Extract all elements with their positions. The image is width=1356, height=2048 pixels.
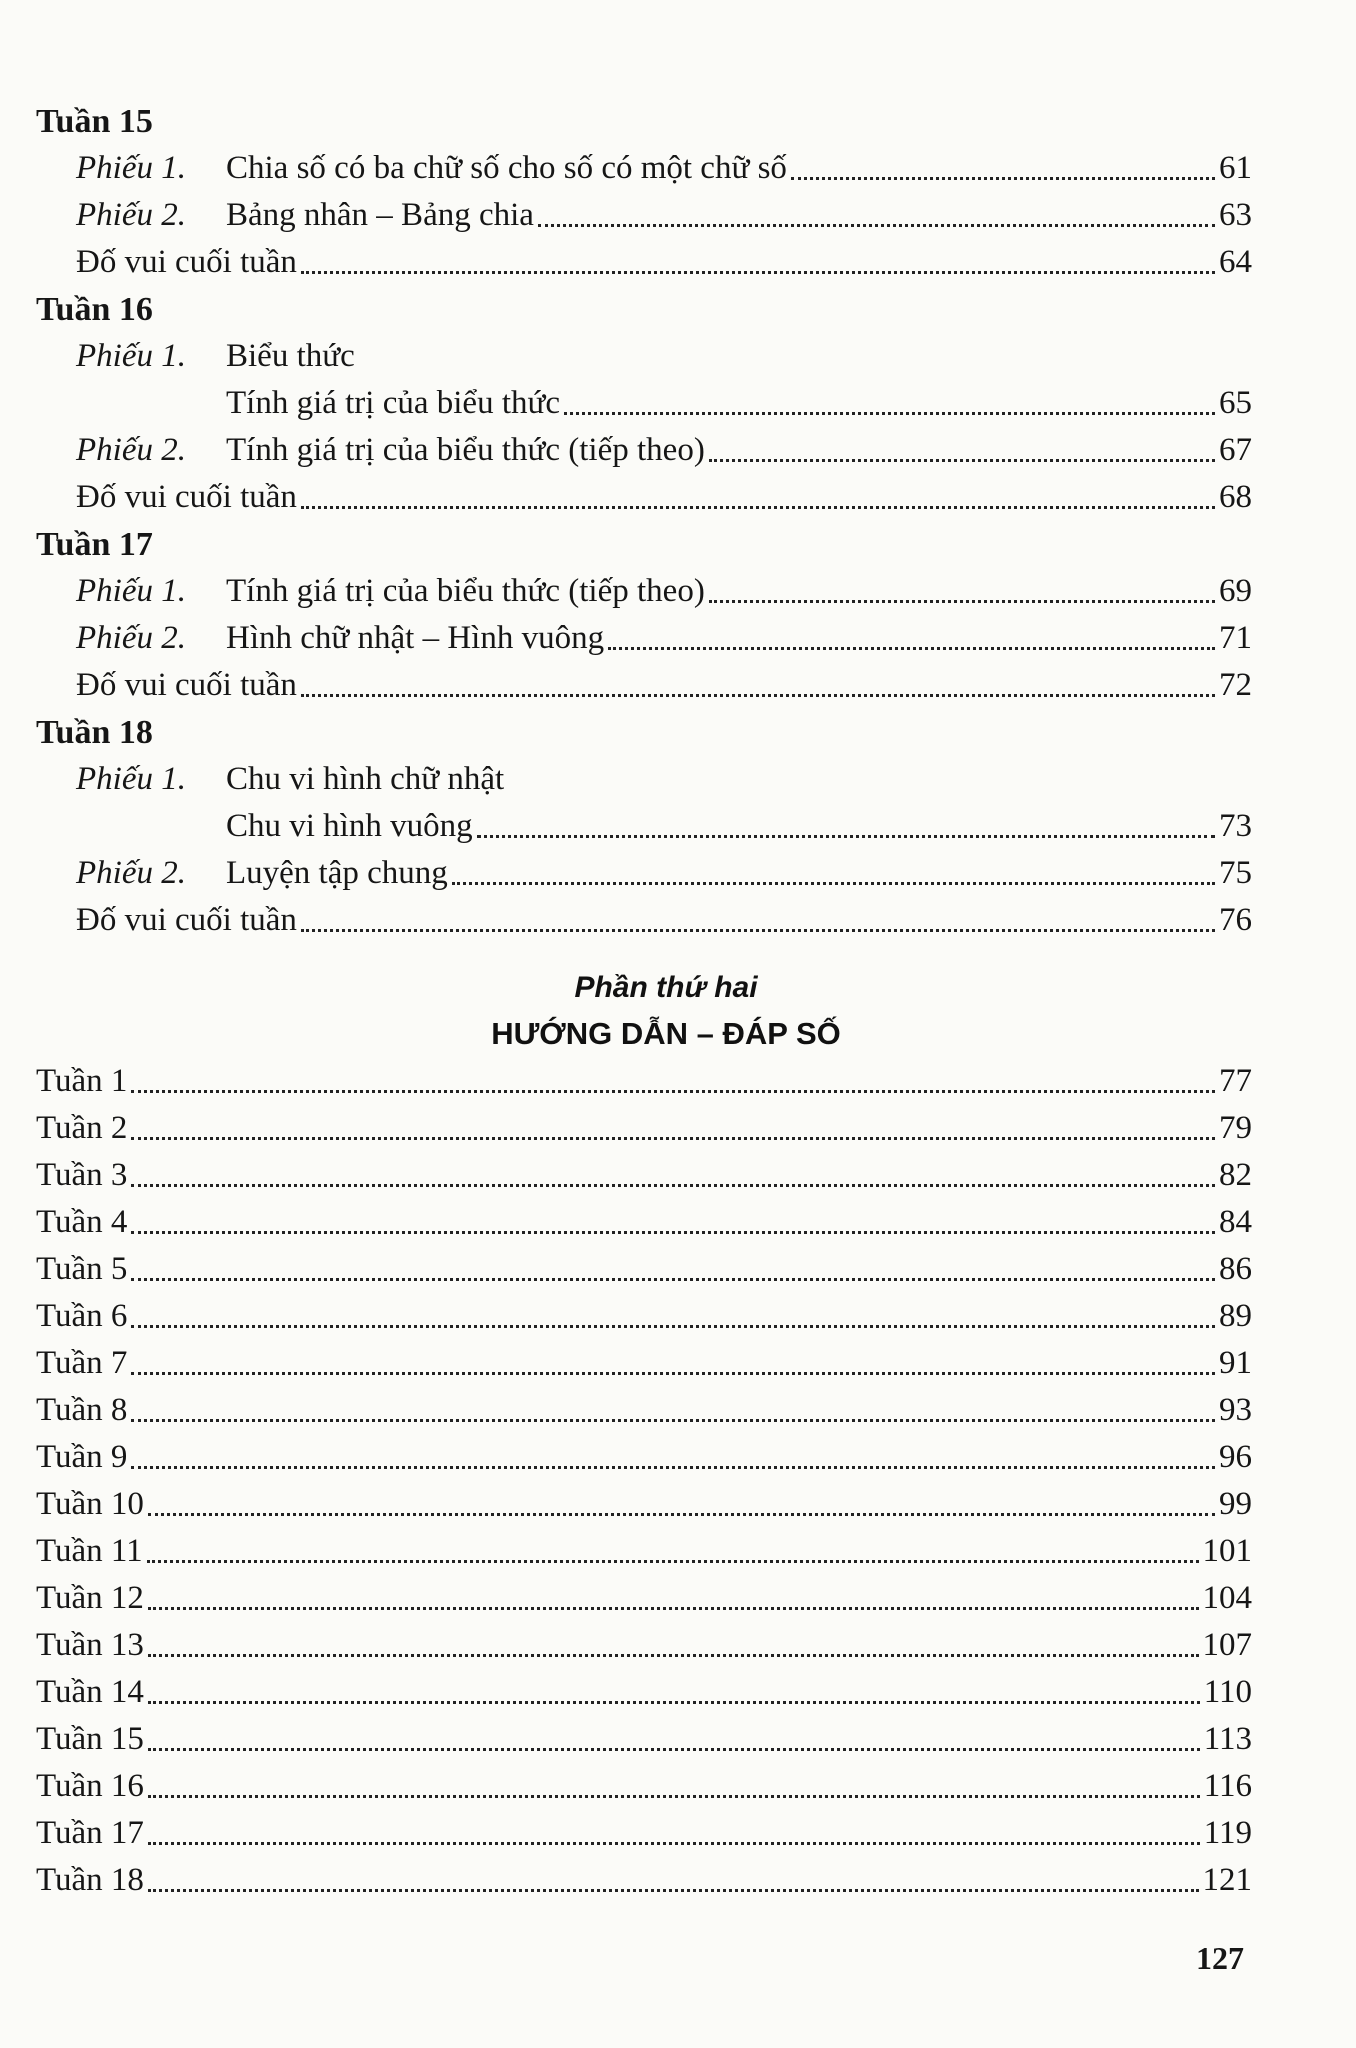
entry-title: Đố vui cuối tuần: [76, 902, 297, 938]
page-ref: 121: [1202, 1862, 1252, 1898]
toc-entry[interactable]: [36, 427, 1252, 474]
toc-entry[interactable]: [36, 1340, 1252, 1387]
entry-title: Đố vui cuối tuần: [76, 479, 297, 515]
toc-entry[interactable]: [36, 1810, 1252, 1857]
sheet-number: Phiếu 2.: [76, 620, 186, 656]
page-ref: 96: [1219, 1439, 1252, 1475]
answers-list: [36, 1058, 1252, 1904]
page-ref: 76: [1219, 902, 1252, 938]
dot-leader: [147, 1560, 1199, 1563]
entry-title: Tuần 7: [36, 1345, 128, 1381]
entry-title: Tuần 9: [36, 1439, 128, 1475]
toc-entry[interactable]: [36, 1481, 1252, 1528]
entry-title: Tính giá trị của biểu thức (tiếp theo): [226, 573, 705, 609]
toc-entry[interactable]: [36, 380, 1252, 427]
entry-title: Tuần 11: [36, 1533, 143, 1569]
page-ref: 77: [1219, 1063, 1252, 1099]
sheet-number: Phiếu 1.: [76, 761, 186, 797]
toc-entry[interactable]: [36, 145, 1252, 192]
entry-title: Bảng nhân – Bảng chia: [226, 197, 534, 233]
entry-title: Tuần 17: [36, 1815, 144, 1851]
page-ref: 65: [1219, 385, 1252, 421]
sheet-number: Phiếu 2.: [76, 197, 186, 233]
week-heading: Tuần 16: [36, 291, 153, 328]
page-ref: 110: [1203, 1674, 1252, 1710]
toc-entry[interactable]: [36, 239, 1252, 286]
toc-entry[interactable]: [36, 1199, 1252, 1246]
dot-leader: [131, 1278, 1215, 1281]
toc-entry[interactable]: [36, 1387, 1252, 1434]
dot-leader: [131, 1184, 1215, 1187]
toc-entry[interactable]: [36, 803, 1252, 850]
page-ref: 64: [1219, 244, 1252, 280]
entry-title: Tính giá trị của biểu thức: [226, 385, 561, 421]
toc-entry[interactable]: [36, 1622, 1252, 1669]
dot-leader: [477, 835, 1215, 838]
entry-title: Đố vui cuối tuần: [76, 244, 297, 280]
toc-entry[interactable]: [36, 662, 1252, 709]
dot-leader: [131, 1419, 1215, 1422]
page-ref: 104: [1202, 1580, 1252, 1616]
dot-leader: [791, 177, 1215, 180]
dot-leader: [148, 1889, 1199, 1892]
entry-title: Tuần 5: [36, 1251, 128, 1287]
dot-leader: [148, 1654, 1199, 1657]
dot-leader: [709, 459, 1215, 462]
entry-title: Tuần 2: [36, 1110, 128, 1146]
entry-title: Tuần 16: [36, 1768, 144, 1804]
entry-title: Tính giá trị của biểu thức (tiếp theo): [226, 432, 705, 468]
page-ref: 72: [1219, 667, 1252, 703]
entry-title: Tuần 8: [36, 1392, 128, 1428]
dot-leader: [564, 412, 1215, 415]
toc-entry[interactable]: [36, 1246, 1252, 1293]
table-of-contents: [36, 98, 1252, 1904]
page-ref: 79: [1219, 1110, 1252, 1146]
sheet-number: Phiếu 1.: [76, 150, 186, 186]
toc-entry[interactable]: [36, 192, 1252, 239]
page-number: 127: [1196, 1940, 1244, 1976]
part-subtitle: Phần thứ hai: [574, 971, 758, 1004]
page-ref: 113: [1203, 1721, 1252, 1757]
page-ref: 116: [1203, 1768, 1252, 1804]
dot-leader: [148, 1513, 1215, 1516]
dot-leader: [301, 271, 1215, 274]
page-ref: 84: [1219, 1204, 1252, 1240]
week-heading: Tuần 17: [36, 526, 153, 563]
toc-entry[interactable]: [36, 1434, 1252, 1481]
page-ref: 63: [1219, 197, 1252, 233]
dot-leader: [148, 1607, 1199, 1610]
page-ref: 68: [1219, 479, 1252, 515]
page-ref: 91: [1219, 1345, 1252, 1381]
page-ref: 61: [1219, 150, 1252, 186]
page-ref: 99: [1219, 1486, 1252, 1522]
dot-leader: [131, 1372, 1215, 1375]
toc-entry[interactable]: [36, 1669, 1252, 1716]
page-ref: 89: [1219, 1298, 1252, 1334]
entry-title: Tuần 18: [36, 1862, 144, 1898]
week-heading: Tuần 15: [36, 103, 153, 140]
entry-title: Tuần 13: [36, 1627, 144, 1663]
week-heading: Tuần 18: [36, 714, 153, 751]
dot-leader: [131, 1090, 1215, 1093]
dot-leader: [608, 647, 1215, 650]
toc-entry[interactable]: [36, 1528, 1252, 1575]
toc-entry-line: [36, 333, 1252, 380]
entry-title: Tuần 3: [36, 1157, 128, 1193]
dot-leader: [131, 1137, 1215, 1140]
dot-leader: [301, 506, 1215, 509]
dot-leader: [131, 1231, 1215, 1234]
entry-title: Đố vui cuối tuần: [76, 667, 297, 703]
toc-entry[interactable]: [36, 1058, 1252, 1105]
toc-entry[interactable]: [36, 1716, 1252, 1763]
entry-title: Tuần 1: [36, 1063, 128, 1099]
page-ref: 93: [1219, 1392, 1252, 1428]
sheet-number: Phiếu 2.: [76, 432, 186, 468]
toc-entry[interactable]: [36, 568, 1252, 615]
entry-title: Chu vi hình chữ nhật: [226, 761, 505, 797]
toc-entry[interactable]: [36, 1152, 1252, 1199]
page-ref: 119: [1203, 1815, 1252, 1851]
entry-title: Chia số có ba chữ số cho số có một chữ số: [226, 150, 787, 186]
dot-leader: [148, 1748, 1200, 1751]
dot-leader: [148, 1842, 1200, 1845]
dot-leader: [538, 224, 1215, 227]
part-title: HƯỚNG DẪN – ĐÁP SỐ: [491, 1016, 841, 1051]
dot-leader: [131, 1325, 1215, 1328]
toc-entry[interactable]: [36, 615, 1252, 662]
page-ref: 82: [1219, 1157, 1252, 1193]
toc-entry[interactable]: [36, 1763, 1252, 1810]
entry-title: Hình chữ nhật – Hình vuông: [226, 620, 605, 656]
sheet-number: Phiếu 2.: [76, 855, 186, 891]
sheet-number: Phiếu 1.: [76, 338, 186, 374]
toc-entry[interactable]: [36, 897, 1252, 944]
dot-leader: [452, 882, 1215, 885]
dot-leader: [148, 1701, 1200, 1704]
entry-title: Luyện tập chung: [226, 855, 448, 891]
page-ref: 73: [1219, 808, 1252, 844]
page-ref: 86: [1219, 1251, 1252, 1287]
page-ref: 75: [1219, 855, 1252, 891]
page-ref: 107: [1202, 1627, 1252, 1663]
dot-leader: [301, 694, 1215, 697]
toc-entry-line: [36, 756, 1252, 803]
entry-title: Tuần 14: [36, 1674, 144, 1710]
sheet-number: Phiếu 1.: [76, 573, 186, 609]
toc-entry[interactable]: [36, 1857, 1252, 1904]
toc-entry[interactable]: [36, 850, 1252, 897]
toc-entry[interactable]: [36, 474, 1252, 521]
entry-title: Chu vi hình vuông: [226, 808, 473, 844]
toc-entry[interactable]: [36, 1575, 1252, 1622]
dot-leader: [148, 1795, 1200, 1798]
entry-title: Biểu thức: [226, 338, 355, 374]
entry-title: Tuần 10: [36, 1486, 144, 1522]
page-ref: 71: [1219, 620, 1252, 656]
entry-title: Tuần 15: [36, 1721, 144, 1757]
page-ref: 69: [1219, 573, 1252, 609]
dot-leader: [709, 600, 1215, 603]
dot-leader: [301, 929, 1215, 932]
page-ref: 101: [1202, 1533, 1252, 1569]
toc-entry[interactable]: [36, 1105, 1252, 1152]
entry-title: Tuần 12: [36, 1580, 144, 1616]
entry-title: Tuần 6: [36, 1298, 128, 1334]
dot-leader: [131, 1466, 1215, 1469]
page-ref: 67: [1219, 432, 1252, 468]
toc-entry[interactable]: [36, 1293, 1252, 1340]
entry-title: Tuần 4: [36, 1204, 128, 1240]
